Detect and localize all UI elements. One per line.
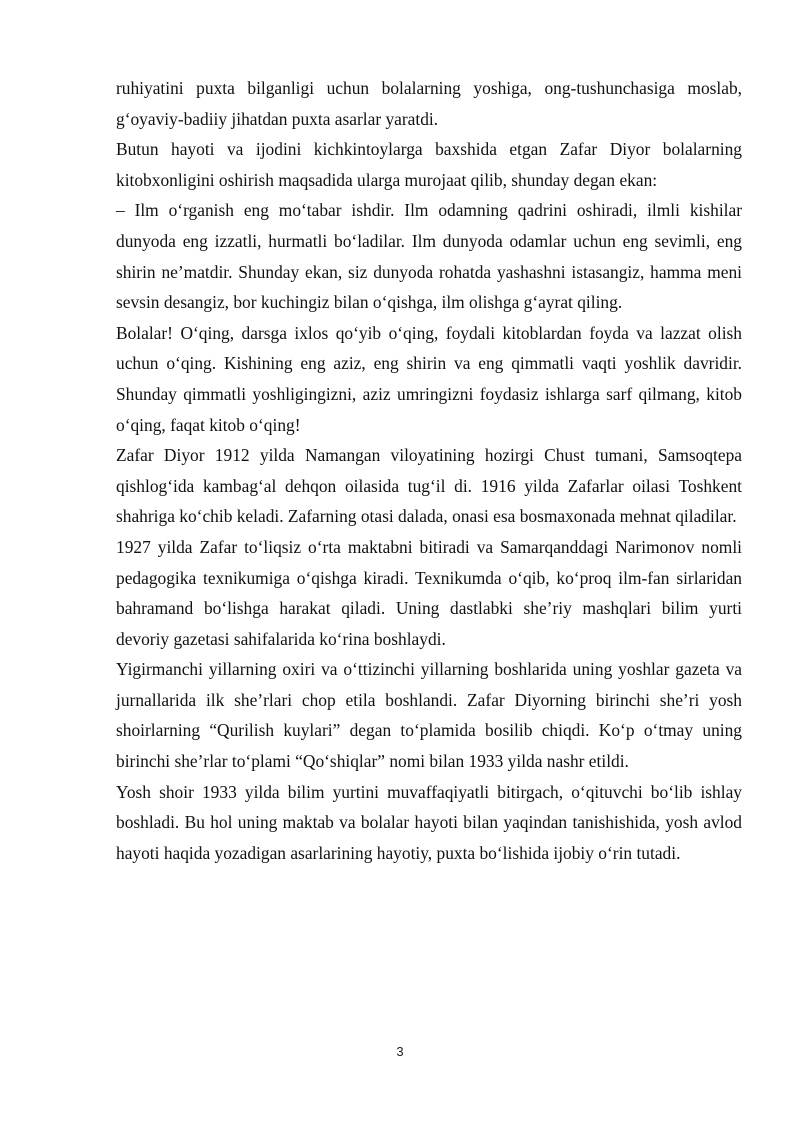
paragraph: Zafar Diyor 1912 yilda Namangan viloyatining hozirgi Chust tumani, Samsoqtepa qishlog‘ida kambag‘al dehqon oilasida tug‘il di. 1916 yilda Zafarlar oilasi Toshkent shahriga ko‘chib keladi. Zafarning otasi dalada, onasi esa bosmaxonada mehnat qiladilar.: [116, 445, 742, 527]
paragraph: ruhiyatini puxta bilganligi uchun bolalarning yoshiga, ong-tushunchasiga moslab, g‘oyaviy-badiiy jihatdan puxta asarlar yaratdi.: [116, 78, 742, 129]
paragraph: Bolalar! O‘qing, darsga ixlos qo‘yib o‘qing, foydali kitoblardan foyda va lazzat olish uchun o‘qing. Kishining eng aziz, eng shirin va eng qimmatli vaqti yoshlik davridir. Shunday qimmatli yoshligingizni, aziz umringizni foydasiz ishlarga sarf qilmang, kitob o‘qing, faqat kitob o‘qing!: [116, 322, 742, 435]
paragraph: Yosh shoir 1933 yilda bilim yurtini muvaffaqiyatli bitirgach, o‘qituvchi bo‘lib ishlay boshladi. Bu hol uning maktab va bolalar hayoti bilan yaqindan tanishishida, yosh avlod hayoti haqida yozadigan asarlarining hayotiy, puxta bo‘lishida ijobiy o‘rin tutadi.: [116, 781, 742, 863]
page-number: 3: [396, 1044, 404, 1059]
quote-paragraph: – Ilm o‘rganish eng mo‘tabar ishdir. Ilm odamning qadrini oshiradi, ilmli kishilar dunyoda eng izzatli, hurmatli bo‘ladilar. Ilm dunyoda odamlar uchun eng sevimli, eng shirin ne’matdir. Shunday ekan, siz dunyoda rohatda yashashni istasangiz, hamma meni sevsin desangiz, bor kuchingiz bilan o‘qishga, ilm olishga g‘ayrat qiling.: [116, 200, 742, 313]
paragraph: 1927 yilda Zafar to‘liqsiz o‘rta maktabni bitiradi va Samarqanddagi Narimonov nomli pedagogika texnikumiga o‘qishga kiradi. Texnikumda o‘qib, ko‘proq ilm-fan sirlaridan bahramand bo‘lishga harakat qiladi. Uning dastlabki she’riy mashqlari bilim yurti devoriy gazetasi sahifalarida ko‘rina boshlaydi.: [116, 536, 742, 649]
paragraph: Butun hayoti va ijodini kichkintoylarga baxshida etgan Zafar Diyor bolalarning kitobxonligini oshirish maqsadida ularga murojaat qilib, shunday degan ekan:: [116, 139, 742, 190]
body-text: [116, 73, 742, 868]
paragraph: Yigirmanchi yillarning oxiri va o‘ttizinchi yillarning boshlarida uning yoshlar gazeta va jurnallarida ilk she’rlari chop etila boshlandi. Zafar Diyorning birinchi she’ri yosh shoirlarning “Qurilish kuylari” degan to‘plamida bosilib chiqdi. Ko‘p o‘tmay uning birinchi she’rlar to‘plami “Qo‘shiqlar” nomi bilan 1933 yilda nashr etildi.: [116, 659, 742, 772]
